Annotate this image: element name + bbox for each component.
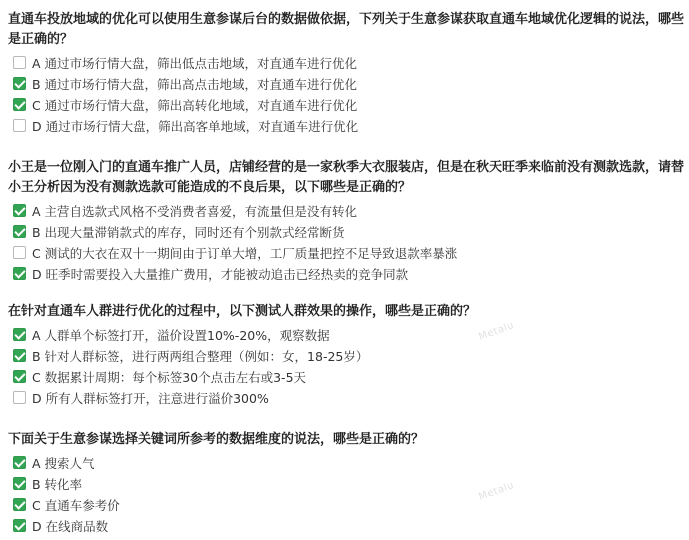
option-c[interactable] xyxy=(8,242,684,263)
option-d[interactable] xyxy=(8,115,684,136)
option-label: C 直通车参考价 xyxy=(32,497,120,513)
option-label: D 旺季时需要投入大量推广费用，才能被动追击已经热卖的竞争同款 xyxy=(32,266,409,282)
option-a[interactable] xyxy=(8,324,684,345)
question-title: 下面关于生意参谋选择关键词所参考的数据维度的说法，哪些是正确的？ xyxy=(8,432,425,447)
checkbox[interactable] xyxy=(13,328,26,341)
checkbox[interactable] xyxy=(13,498,26,511)
checkbox[interactable] xyxy=(13,246,26,259)
option-label: B 转化率 xyxy=(32,476,83,492)
question-title: 小王是一位刚入门的直通车推广人员，店铺经营的是一家秋季大衣服装店，但是在秋天旺季来临前没有测款选款，请替小王分析因为没有测款选款可能造成的不良后果，以下哪些是正确的？ xyxy=(8,160,685,195)
option-b[interactable] xyxy=(8,221,684,242)
option-c[interactable] xyxy=(8,494,684,515)
option-d[interactable] xyxy=(8,515,684,536)
option-label: C 数据累计周期：每个标签30个点击左右或3-5天 xyxy=(32,369,307,385)
checkbox[interactable] xyxy=(13,225,26,238)
option-label: C 通过市场行情大盘，筛出高转化地域，对直通车进行优化 xyxy=(32,97,358,113)
option-label: A 搜索人气 xyxy=(32,455,95,471)
option-a[interactable] xyxy=(8,452,684,473)
checkbox[interactable] xyxy=(13,456,26,469)
checkbox[interactable] xyxy=(13,519,26,532)
option-label: B 通过市场行情大盘，筛出高点击地域，对直通车进行优化 xyxy=(32,76,358,92)
option-label: A 人群单个标签打开，溢价设置10%-20%，观察数据 xyxy=(32,327,330,343)
checkbox[interactable] xyxy=(13,267,26,280)
checkbox[interactable] xyxy=(13,370,26,383)
checkbox[interactable] xyxy=(13,77,26,90)
option-c[interactable] xyxy=(8,94,684,115)
option-label: A 主营自选款式风格不受消费者喜爱，有流量但是没有转化 xyxy=(32,203,358,219)
option-label: D 通过市场行情大盘，筛出高客单地域，对直通车进行优化 xyxy=(32,118,359,134)
option-label: A 通过市场行情大盘，筛出低点击地域，对直通车进行优化 xyxy=(32,55,358,71)
option-label: D 在线商品数 xyxy=(32,518,109,534)
checkbox[interactable] xyxy=(13,56,26,69)
question-title: 直通车投放地域的优化可以使用生意参谋后台的数据做依据，下列关于生意参谋获取直通车地域优化逻辑的说法，哪些是正确的？ xyxy=(8,12,685,47)
option-d[interactable] xyxy=(8,263,684,284)
checkbox[interactable] xyxy=(13,119,26,132)
option-a[interactable] xyxy=(8,200,684,221)
question-4 xyxy=(8,430,684,536)
option-label: B 针对人群标签，进行两两组合整理（例如：女，18-25岁） xyxy=(32,348,369,364)
checkbox[interactable] xyxy=(13,204,26,217)
question-1 xyxy=(8,10,684,136)
watermark: Metalu xyxy=(477,320,516,343)
checkbox[interactable] xyxy=(13,477,26,490)
checkbox[interactable] xyxy=(13,349,26,362)
option-d[interactable] xyxy=(8,387,684,408)
question-3 xyxy=(8,302,684,408)
checkbox[interactable] xyxy=(13,391,26,404)
question-title: 在针对直通车人群进行优化的过程中，以下测试人群效果的操作，哪些是正确的？ xyxy=(8,304,477,319)
option-b[interactable] xyxy=(8,345,684,366)
option-b[interactable] xyxy=(8,73,684,94)
option-label: D 所有人群标签打开，注意进行溢价300% xyxy=(32,390,269,406)
watermark: Metalu xyxy=(477,480,516,503)
checkbox[interactable] xyxy=(13,98,26,111)
option-b[interactable] xyxy=(8,473,684,494)
question-2 xyxy=(8,158,684,284)
option-label: C 测试的大衣在双十一期间由于订单大增，工厂质量把控不足导致退款率暴涨 xyxy=(32,245,458,261)
option-a[interactable] xyxy=(8,52,684,73)
option-c[interactable] xyxy=(8,366,684,387)
option-label: B 出现大量滞销款式的库存，同时还有个别款式经常断货 xyxy=(32,224,345,240)
